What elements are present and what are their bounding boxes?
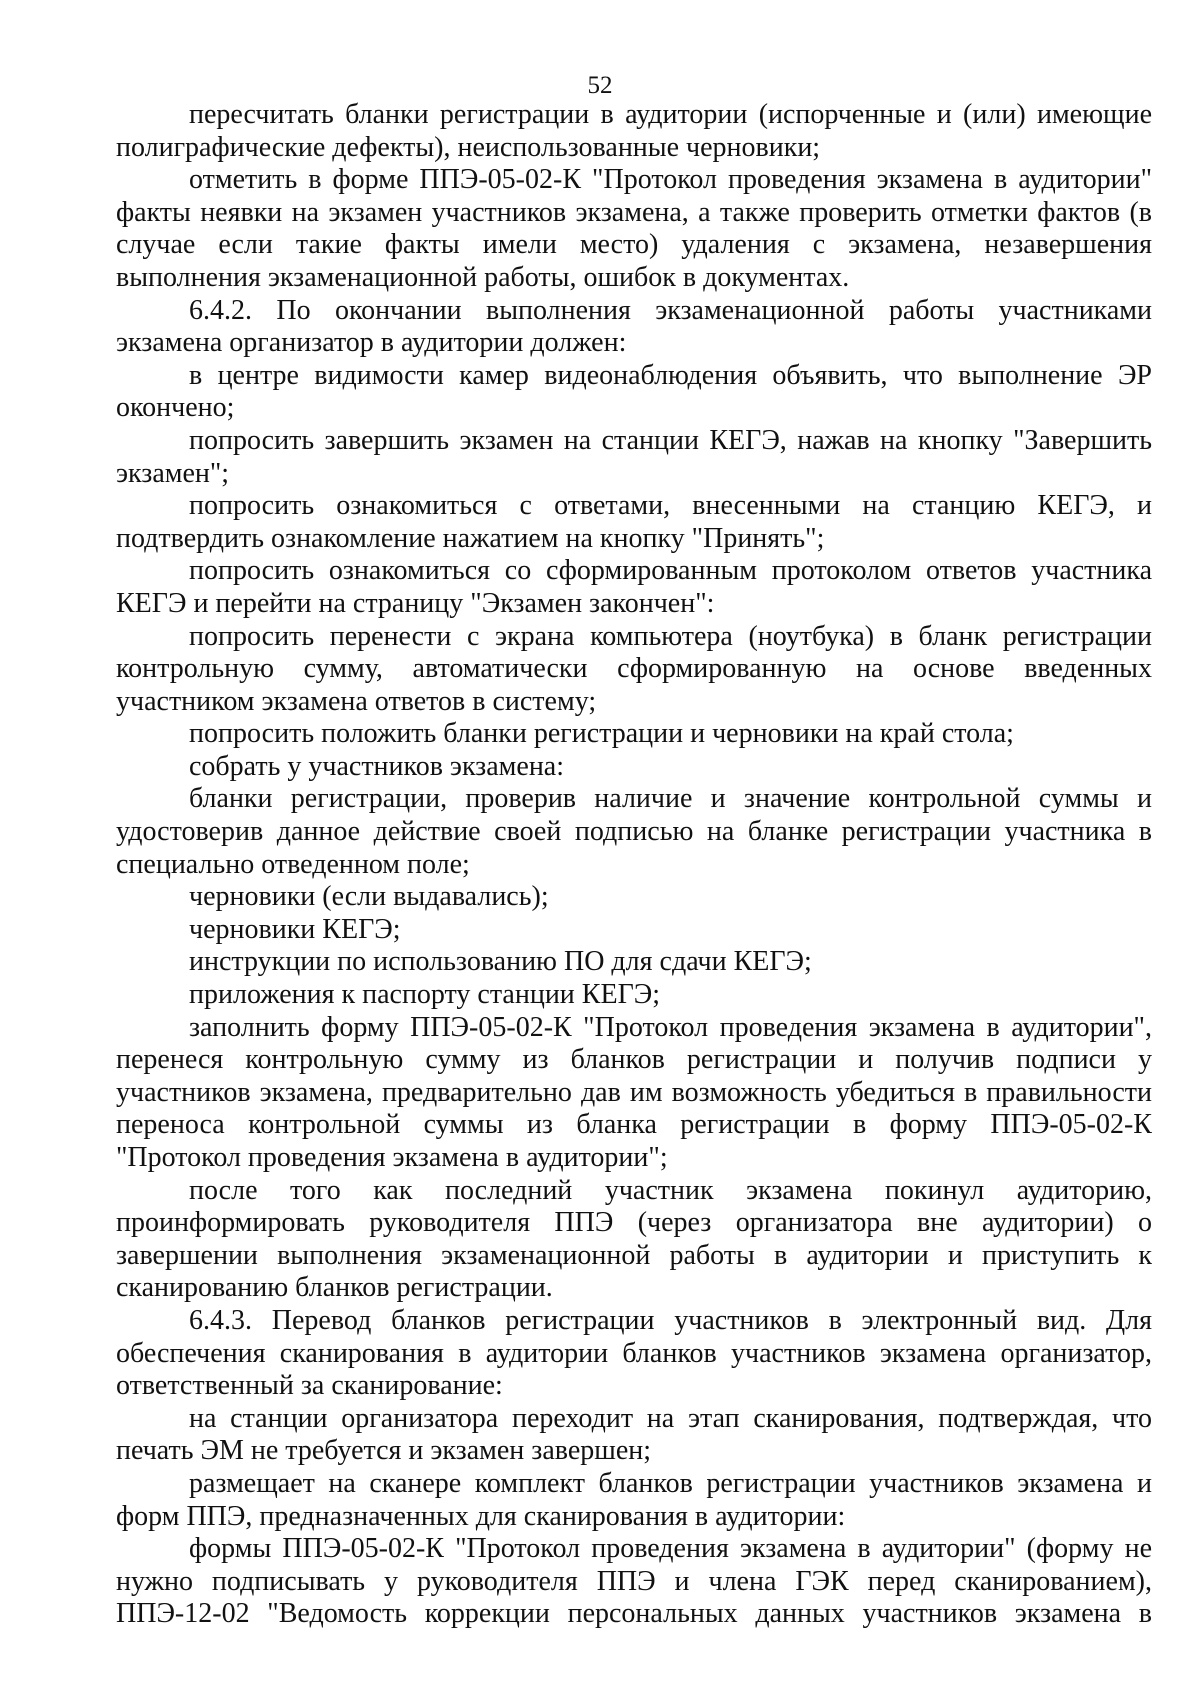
paragraph: 6.4.3. Перевод бланков регистрации участников в электронный вид. Для обеспечения сканирования в аудитории бланков участников экзамена организатор, ответственный за сканирование: <box>116 1304 1152 1402</box>
paragraph: на станции организатора переходит на этап сканирования, подтверждая, что печать ЭМ не требуется и экзамен завершен; <box>116 1402 1152 1467</box>
body-text <box>116 99 1152 1631</box>
paragraph: заполнить форму ППЭ-05-02-К "Протокол проведения экзамена в аудитории", перенеся контрольную сумму из бланков регистрации и получив подписи у участников экзамена, предварительно дав им возможность убедиться в правильности переноса контрольной суммы из бланка регистрации в форму ППЭ-05-02-К "Протокол проведения экзамена в аудитории"; <box>116 1011 1152 1173</box>
paragraph: попросить ознакомиться с ответами, внесенными на станцию КЕГЭ, и подтвердить ознакомление нажатием на кнопку "Принять"; <box>116 490 1152 554</box>
paragraph: попросить завершить экзамен на станции КЕГЭ, нажав на кнопку "Завершить экзамен"; <box>116 424 1152 489</box>
paragraph: попросить ознакомиться со сформированным протоколом ответов участника КЕГЭ и перейти на страницу "Экзамен закончен": <box>116 555 1152 619</box>
paragraph: 6.4.2. По окончании выполнения экзаменационной работы участниками экзамена организатор в аудитории должен: <box>116 294 1152 359</box>
paragraph: приложения к паспорту станции КЕГЭ; <box>189 979 661 1011</box>
page-number: 52 <box>587 72 613 99</box>
paragraph: пересчитать бланки регистрации в аудитории (испорченные и (или) имеющие полиграфические дефекты), неиспользованные черновики; <box>116 99 1152 163</box>
paragraph: черновики (если выдавались); <box>189 881 549 913</box>
paragraph: черновики КЕГЭ; <box>189 913 401 945</box>
paragraph: бланки регистрации, проверив наличие и значение контрольной суммы и удостоверив данное действие своей подписью на бланке регистрации участника в специально отведенном поле; <box>116 783 1152 880</box>
paragraph: в центре видимости камер видеонаблюдения объявить, что выполнение ЭР окончено; <box>116 359 1152 424</box>
paragraph: отметить в форме ППЭ-05-02-К "Протокол проведения экзамена в аудитории" факты неявки на экзамен участников экзамена, а также проверить отметки фактов (в случае если такие факты имели место) удаления с экзамена, незавершения выполнения экзаменационной работы, ошибок в документах. <box>116 164 1152 293</box>
paragraph: инструкции по использованию ПО для сдачи КЕГЭ; <box>189 946 812 978</box>
paragraph: формы ППЭ-05-02-К "Протокол проведения экзамена в аудитории" (форму не нужно подписывать у руководителя ППЭ и члена ГЭК перед сканированием), ППЭ-12-02 "Ведомость коррекции персональных данных участников экзамена в <box>116 1533 1152 1630</box>
paragraph: попросить перенести с экрана компьютера (ноутбука) в бланк регистрации контрольную сумму, автоматически сформированную на основе введенных участником экзамена ответов в систему; <box>116 620 1152 717</box>
paragraph: собрать у участников экзамена: <box>189 750 565 782</box>
paragraph: после того как последний участник экзамена покинул аудиторию, проинформировать руководителя ППЭ (через организатора вне аудитории) о завершении выполнения экзаменационной работы в аудитории и приступить к сканированию бланков регистрации. <box>116 1174 1152 1304</box>
paragraph: размещает на сканере комплект бланков регистрации участников экзамена и форм ППЭ, предназначенных для сканирования в аудитории: <box>116 1467 1152 1532</box>
paragraph: попросить положить бланки регистрации и черновики на край стола; <box>189 718 1014 750</box>
